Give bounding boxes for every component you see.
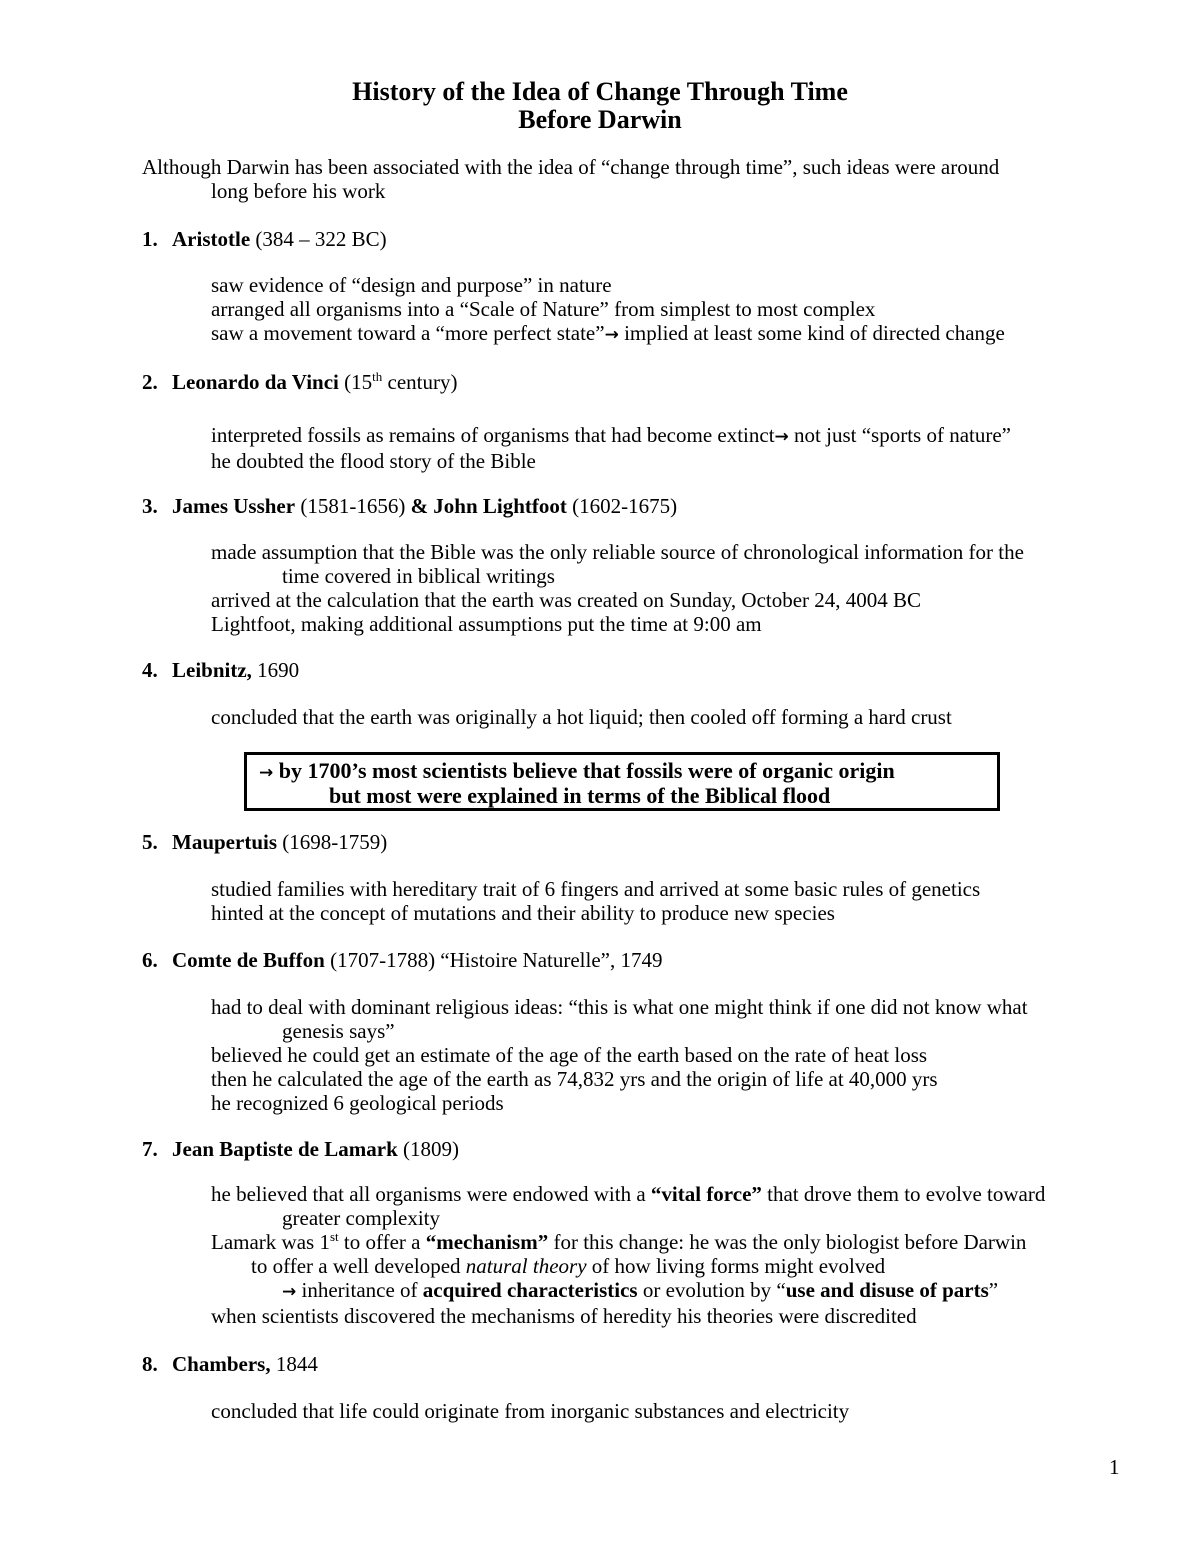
arrow-icon: → [604, 325, 619, 345]
section-heading-leonardo: 2. Leonardo da Vinci (15th century) [142, 369, 458, 394]
section-body-aristotle [211, 273, 1141, 347]
section-heading-maupertuis: 5. Maupertuis (1698-1759) [142, 830, 388, 854]
section-heading-lamark: 7. Jean Baptiste de Lamark (1809) [142, 1137, 459, 1161]
body-line: hinted at the concept of mutations and their ability to produce new species [211, 901, 835, 925]
section-number: 7. [142, 1137, 158, 1161]
section-heading-chambers: 8. Chambers, 1844 [142, 1352, 318, 1376]
body-line: Lightfoot, making additional assumptions put the time at 9:00 am [211, 612, 762, 636]
section-heading-buffon: 6. Comte de Buffon (1707-1788) “Histoire Naturelle”, 1749 [142, 948, 663, 972]
body-line: studied families with hereditary trait of 6 fingers and arrived at some basic rules of genetics [211, 877, 981, 901]
section-body-leibnitz [211, 705, 1141, 729]
section-number: 4. [142, 658, 158, 682]
callout-line-1: → by 1700’s most scientists believe that fossils were of organic origin [259, 758, 895, 783]
body-line: arrived at the calculation that the earth was created on Sunday, October 24, 4004 BC [211, 588, 922, 612]
body-line: believed he could get an estimate of the age of the earth based on the rate of heat loss [211, 1043, 928, 1067]
intro-line-1: Although Darwin has been associated with the idea of “change through time”, such ideas were around [142, 155, 1000, 179]
body-line: → inheritance of acquired characteristics or evolution by “use and disuse of parts” [282, 1278, 999, 1302]
section-number: 2. [142, 370, 158, 394]
section-body-maupertuis [211, 877, 1141, 925]
section-body-leonardo [211, 423, 1141, 473]
section-heading-leibnitz: 4. Leibnitz, 1690 [142, 658, 300, 682]
body-line: Lamark was 1st to offer a “mechanism” for this change: he was the only biologist before Darwin [211, 1229, 1027, 1254]
section-number: 3. [142, 494, 158, 518]
body-line: to offer a well developed natural theory of how living forms might evolved [251, 1254, 886, 1278]
section-number: 5. [142, 830, 158, 854]
section-name: Leibnitz, [172, 658, 252, 682]
intro-line-2: long before his work [211, 179, 386, 203]
section-number: 1. [142, 227, 158, 251]
arrow-icon: → [282, 1282, 297, 1302]
body-line: concluded that life could originate from inorganic substances and electricity [211, 1399, 850, 1423]
intro-paragraph [142, 155, 1132, 203]
body-line: he doubted the flood story of the Bible [211, 449, 536, 473]
callout-line-2: but most were explained in terms of the Biblical flood [329, 783, 831, 808]
body-line: saw evidence of “design and purpose” in nature [211, 273, 612, 297]
body-line: arranged all organisms into a “Scale of Nature” from simplest to most complex [211, 297, 876, 321]
section-body-buffon [211, 995, 1141, 1115]
section-body-lamark [211, 1182, 1141, 1328]
section-detail: (384 – 322 BC) [250, 227, 387, 251]
body-line: saw a movement toward a “more perfect state”→ implied at least some kind of directed change [211, 321, 1005, 345]
body-line: genesis says” [282, 1019, 395, 1043]
section-body-ussher [211, 540, 1141, 636]
arrow-icon: → [774, 427, 789, 447]
section-heading-ussher: 3. James Ussher (1581-1656) & John Lightfoot (1602-1675) [142, 494, 678, 518]
body-line: interpreted fossils as remains of organisms that had become extinct→ not just “sports of nature” [211, 423, 1011, 447]
document-subtitle: Before Darwin [518, 105, 682, 134]
body-line: then he calculated the age of the earth as 74,832 yrs and the origin of life at 40,000 yrs [211, 1067, 938, 1091]
page-number: 1 [1109, 1455, 1120, 1479]
body-line: he recognized 6 geological periods [211, 1091, 504, 1115]
section-name: James Ussher [172, 494, 296, 518]
section-name: Leonardo da Vinci [172, 370, 339, 394]
body-line: he believed that all organisms were endowed with a “vital force” that drove them to evolve toward [211, 1182, 1046, 1206]
body-line: time covered in biblical writings [282, 564, 555, 588]
document-title: History of the Idea of Change Through Time [352, 77, 848, 106]
section-name: Chambers, [172, 1352, 271, 1376]
section-name: Maupertuis [172, 830, 277, 854]
section-number: 8. [142, 1352, 158, 1376]
section-heading-aristotle [142, 226, 387, 252]
section-name: Comte de Buffon [172, 948, 325, 972]
section-number: 6. [142, 948, 158, 972]
callout-box [244, 752, 1000, 811]
body-line: when scientists discovered the mechanisms of heredity his theories were discredited [211, 1304, 917, 1328]
body-line: greater complexity [282, 1206, 441, 1230]
body-line: concluded that the earth was originally a hot liquid; then cooled off forming a hard crust [211, 705, 952, 729]
body-line: had to deal with dominant religious ideas: “this is what one might think if one did not know what [211, 995, 1028, 1019]
section-name: Jean Baptiste de Lamark [172, 1137, 398, 1161]
body-line: made assumption that the Bible was the only reliable source of chronological information for the [211, 540, 1024, 564]
section-body-chambers [211, 1399, 1141, 1423]
section-name: Aristotle [172, 227, 251, 251]
arrow-icon: → [259, 763, 274, 783]
